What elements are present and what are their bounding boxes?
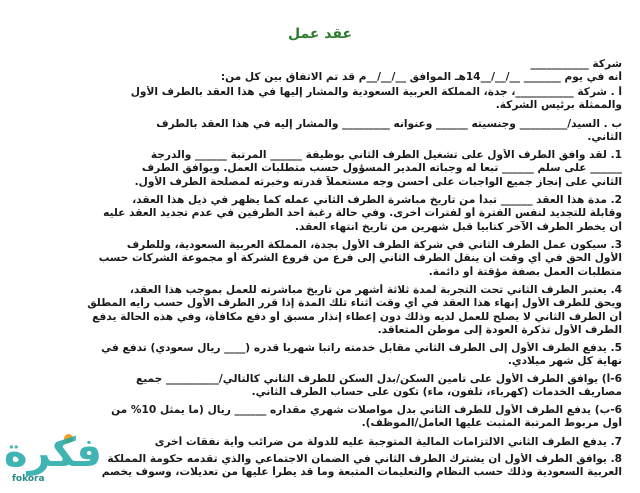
company-line — [18, 58, 622, 71]
text-line: الثاني. — [587, 131, 622, 144]
text-line: الطرف الأول تذكرة العودة إلى موطن المتعاقد. — [377, 324, 622, 337]
text-line: العربية السعودية وذلك حسب النظام والتعليمات المتبعة وما قد يطرأ عليها من تعديلات، وسوف يخصم — [101, 466, 622, 479]
text-line: الأول الحق في أي وقت أن ينقل الطرف الثاني إلى فرع من فروع الشركة أو مجموعة الشركات حسب — [98, 252, 622, 265]
text-line: الثاني على إنجاز جميع الواجبات على أحسن وجه مستعملاً قدرته وخبرته لمصلحة الطرف الأول. — [134, 175, 622, 188]
text-line: وقابلة للتجديد لنفس الفترة أو لفترات أخرى. وفي حالة رغبة أحد الطرفين في عدم تجديد العقد عليه — [103, 207, 622, 220]
text-line: ويحق للطرف الأول إنهاء هذا العقد في أي وقت أثناء تلك المدة إذا قرر الطرف الأول حسب رأيه المطلق — [87, 297, 622, 310]
clause-6b — [18, 404, 622, 431]
party-a — [18, 86, 622, 113]
watermark-arabic-text: فكرة — [4, 430, 102, 476]
text-line: أول مربوط المرتبة المثبت عليها العامل/الموظف). — [361, 417, 622, 430]
text-line: أنه في يوم _______ __/__/__14هـ الموافق __/__/__م قد تم الاتفاق بين كل من: — [220, 71, 622, 83]
text-line: 2. مدة هذا العقد ______ تبدأ من تاريخ مباشرة الطرف الثاني عمله كما يظهر في ذيل هذا العقد، — [132, 194, 622, 206]
site-watermark-logo — [4, 428, 154, 490]
watermark-latin-text: fokora — [12, 474, 45, 484]
text-line: أن يخطر الطرف الآخر كتابياً قبل شهرين من تاريخ انتهاء العقد. — [294, 220, 622, 233]
text-line: 4. يعتبر الطرف الثاني تحت التجربة لمدة ثلاثة أشهر من تاريخ مباشرته للعمل بموجب هذا العقد، — [129, 284, 622, 296]
clause-5 — [18, 342, 622, 369]
text-line: 5. يدفع الطرف الأول إلى الطرف الثاني مقابل خدمته راتباً شهرياً قدره (____ ريال سعودي) تدفع في — [101, 342, 622, 354]
text-line: شركة ___________ — [530, 58, 622, 70]
text-line: 6-ب) يدفع الطرف الأول للطرف الثاني بدل مواصلات شهري مقداره ______ ريال (ما يمثل 10% من — [111, 404, 622, 416]
text-line: والممثلة برئيس الشركة. — [495, 99, 622, 112]
text-line: ______ على سلم ______ تبعاً له وجباته المدير المسؤول حسب متطلبات العمل. ويوافق الطرف — [141, 162, 622, 175]
contract-document — [14, 0, 626, 493]
text-line: 6-أ) يوافق الطرف الأول على تأمين السكن/بدل السكن للطرف الثاني كالتالي/__________ جميع — [135, 373, 622, 385]
text-line: 7. يدفع الطرف الثاني الالتزامات المالية المتوجبة عليه للدولة من ضرائب وأية نفقات أخرى — [154, 436, 622, 448]
text-line: 1. لقد وافق الطرف الأول على تشغيل الطرف الثاني بوظيفة ______ المرتبة ______ والدرجة — [150, 149, 622, 161]
text-line: متطلبات العمل بصفة مؤقتة أو دائمة. — [428, 265, 622, 278]
text-line: نهاية كل شهر ميلادي. — [507, 355, 622, 368]
clause-6a — [18, 373, 622, 400]
date-line — [18, 71, 622, 84]
text-line: مصاريف الخدمات (كهرباء، تلفون، ماء) تكون على حساب الطرف الثاني. — [251, 386, 622, 399]
text-line: 3. سيكون عمل الطرف الثاني في شركة الطرف الأول بجدة، المملكة العربية السعودية، وللطرف — [126, 239, 622, 251]
text-line: 8. يوافق الطرف الأول أن يشترك الطرف الثاني في الضمان الاجتماعي والذي تقدمه حكومة المملكة — [107, 453, 622, 465]
text-line: ب . السيد/_________ وجنسيته ______ وعنوانه _________ والمشار إليه في هذا العقد بالطرف — [156, 118, 622, 130]
document-title: عقد عمل — [287, 26, 353, 42]
text-line: أن الطرف الثاني لا يصلح للعمل لديه وذلك دون إعطاء إنذار مسبق أو دفع مكافأة، وفي هذه الحالة يدفع — [92, 310, 622, 323]
text-line: أ . شركة ___________، جدة، المملكة العربية السعودية والمشار إليها في هذا العقد بالطرف الأول — [130, 86, 622, 98]
clause-3 — [18, 239, 622, 279]
clause-2 — [18, 194, 622, 234]
party-b — [18, 118, 622, 145]
clause-1 — [18, 149, 622, 189]
clause-4 — [18, 284, 622, 338]
